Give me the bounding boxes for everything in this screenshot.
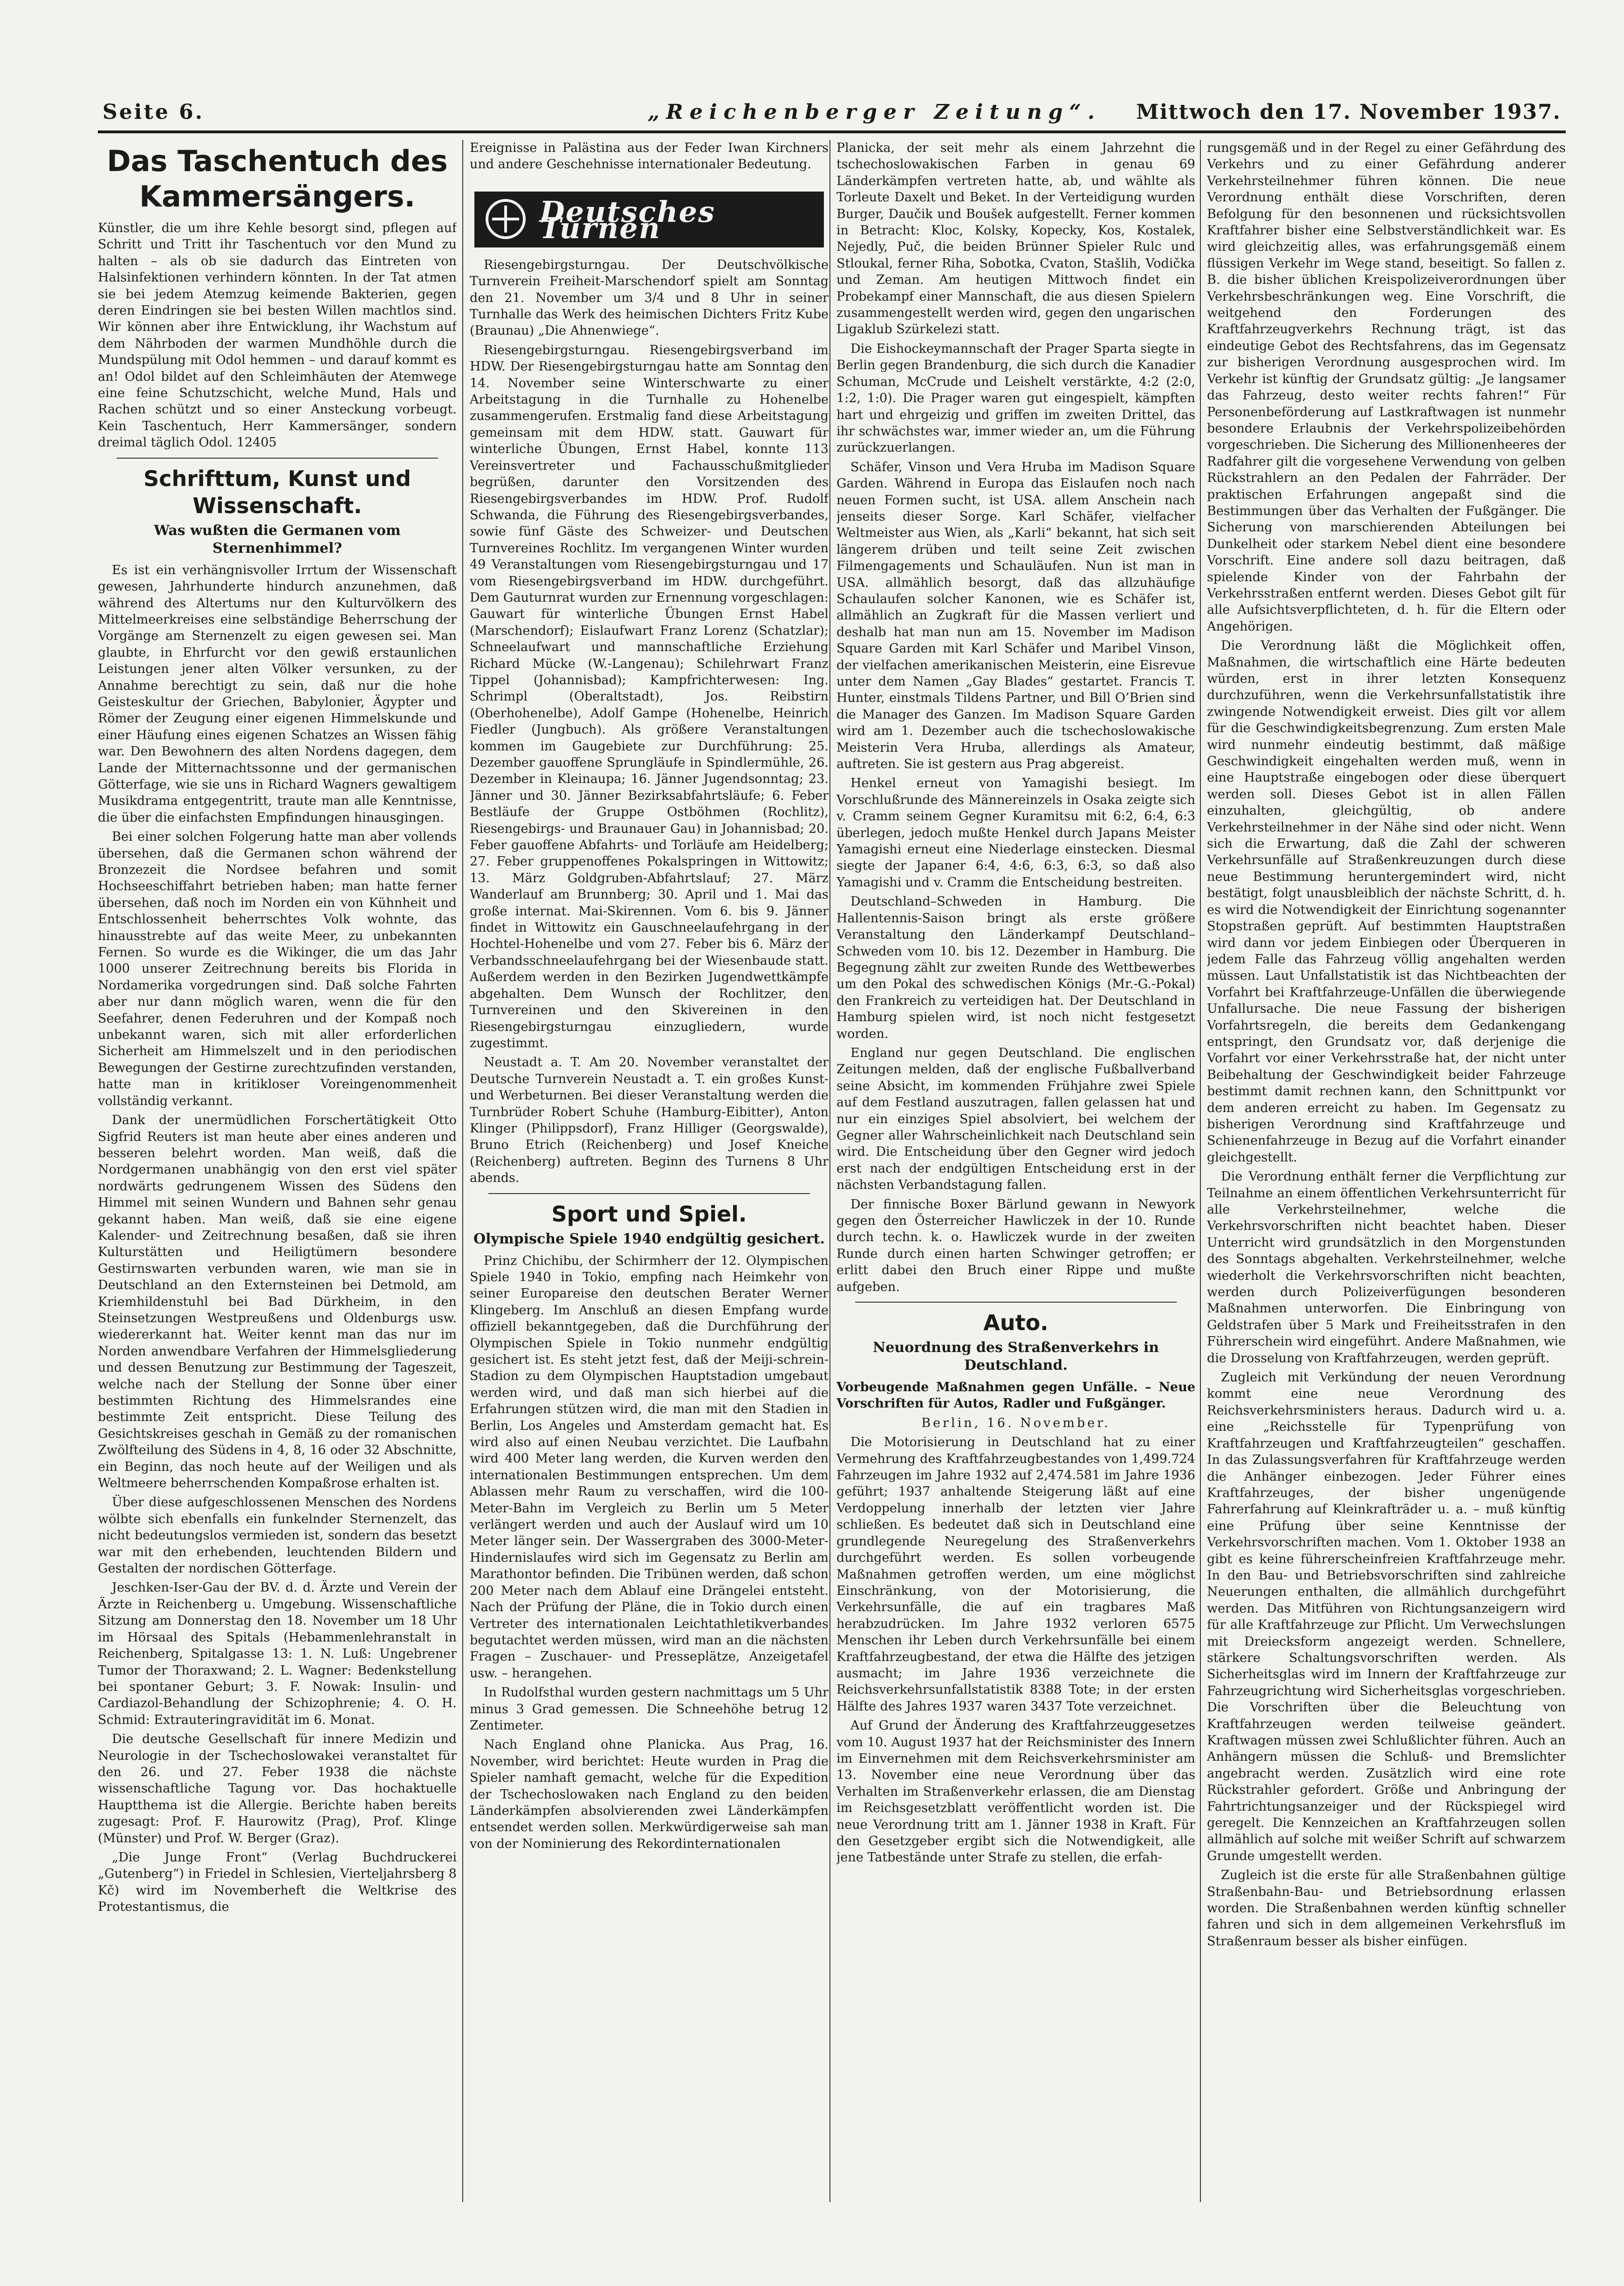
- article-paragraph: Zugleich ist die erste für alle Straßenbahnen gültige Straßenbahn-Bau- und Betriebsordnung erlassen worden. Die Straßenbahnen werden künftig schneller fahren und sich in dem allgemeinen Verkehrsfluß im Straßenraum besser als bisher einfügen.: [1207, 1868, 1566, 1949]
- section-title-culture: Schrifttum, Kunst und Wissenschaft.: [144, 466, 411, 518]
- column-4: [1207, 140, 1566, 2202]
- column-divider: [829, 140, 830, 2202]
- advertisement-title: Das Taschentuch des Kammersängers.: [107, 144, 448, 213]
- header-rule: [98, 130, 1566, 133]
- column-divider: [1200, 140, 1201, 2202]
- section-title-sport: Sport und Spiel.: [551, 1201, 747, 1227]
- article-paragraph: Die Eishockeymannschaft der Prager Sparta siegte in Berlin gegen Brandenburg, die sich durch die Kanadier Schuman, McCrude und Leishelt verstärkte, 4:2 (2:0, 1:2, 1:0). Die Prager waren gut eingespielt, kämpften hart und ehrgeizig und griffen im zweiten Drittel, das ihr schwächstes war, immer wieder an, um die Führung zurückzuerlangen.: [836, 341, 1195, 455]
- article-subtitle: Vorbeugende Maßnahmen gegen Unfälle. – Neue Vorschriften für Autos, Radler und Fußgänger.: [836, 1380, 1195, 1411]
- article-paragraph: Planicka, der seit mehr als einem Jahrzehnt die tschechoslowakischen Farben in genau 69 Länderkämpfen vertreten hatte, ab, und wählte als Torleute Daxelt und Beket. In der Verteidigung wurden Burger, Daučik und Boušek aufgestellt. Ferner kommen in Betracht: Kloc, Kolsky, Kopecky, Kos, Kostalek, Nejedly, Puč, die beiden Brünner Spieler Rulc und Stloukal, ferner Riha, Sobotka, Cvaton, Stašlih, Vodička und Zeman. Am heutigen Mittwoch findet ein Probekampf einer Mannschaft, die aus diesen Spielern zusammengestellt werden wird, gegen den ungarischen Ligaklub Szürkelezi statt.: [836, 141, 1195, 337]
- article-paragraph: England nur gegen Deutschland. Die englischen Zeitungen melden, daß der englische Fußballverband seine Absicht, im kommenden Frühjahre zwei Spiele auf dem Festland auszutragen, fallen gelassen hat und nur ein einziges Spiel absolviert, bei welchem der Gegner aller Wahrscheinlichkeit nach Deutschland sein wird. Die Entscheidung über den Gegner wird jedoch erst nach der endgültigen Entscheidung erst in der nächsten Verbandstagung fallen.: [836, 1045, 1195, 1193]
- section-banner-turnen: [474, 192, 824, 247]
- article-paragraph: Der finnische Boxer Bärlund gewann in Newyork gegen den Österreicher Hawliczek in der 10. Runde durch techn. k. o. Hawliczek wurde in der zweiten Runde durch einen harten Schwinger getroffen; er erlitt dabei den Bruch einer Rippe und mußte aufgeben.: [836, 1197, 1195, 1294]
- article-paragraph: Es ist ein verhängnisvoller Irrtum der Wissenschaft gewesen, Jahrhunderte hindurch anzunehmen, daß während des Altertums nur den Kulturvölkern des Mittelmeerkreises eine selbständige Beherrschung der Vorgänge am Sternenzelt zu eigen gewesen sei. Man glaubte, in Ehrfurcht vor den gewiß erstaunlichen Leistungen jener alten Völker versunken, zu der Annahme berechtigt zu sein, daß nur die hohe Geisteskultur der Griechen, Babylonier, Ägypter und Römer der Zeugung einer eigenen Himmelskunde und einer Häufung eines eigenen Schatzes an Wissen fähig war. Den Bewohnern des alten Nordens dagegen, dem Lande der Mitternachtssonne und der germanischen Götterfage, wie sie uns in Richard Wagners gewaltigem Musikdrama entgegentritt, traute man alle Kenntnisse, die über die einfachsten Empfindungen hinausgingen.: [98, 563, 457, 825]
- article-paragraph: Die Verordnung läßt die Möglichkeit offen, Maßnahmen, die wirtschaftlich eine Härte bedeuten würden, erst in ihrer letzten Konsequenz durchzuführen, wenn die Verkehrsunfallstatistik ihre zwingende Notwendigkeit erweist. Dies gilt vor allem für die Geschwindigkeitsbegrenzung. Zum ersten Male wird nunmehr eindeutig bestimmt, daß mäßige Geschwindigkeit eingehalten werden muß, wenn in eine Hauptstraße eingebogen oder diese überquert werden soll. Dieses Gebot ist in allen Fällen einzuhalten, gleichgültig, ob andere Verkehrsteilnehmer in der Nähe sind oder nicht. Wenn sich die Erwartung, daß die Zahl der schweren Verkehrsunfälle auf Straßenkreuzungen durch diese neue Bestimmung heruntergemindert wird, nicht bestätigt, folgt unausbleiblich der nächste Schritt, d. h. es wird die Notwendigkeit der Einrichtung sogenannter Stopstraßen geprüft. Auf bestimmten Hauptstraßen wird dann vor jedem Einbiegen oder Überqueren in jedem Falle das Fahrzeug völlig angehalten werden müssen. Laut Unfallstatistik ist das Nichtbeachten der Vorfahrt bei Kraftfahrzeuge-Unfällen die überwiegende Unfallursache. Die neue Fassung der bisherigen Vorfahrtsregeln, die bereits dem Gedankengang entspringt, den Grundsatz vor, daß derjenige die Vorfahrt vor einer Verkehrsstraße hat, der nicht unter Beibehaltung der Geschwindigkeit beider Fahrzeuge bestimmt damit rechnen kann, den Schnittpunkt vor dem anderen erreicht zu haben. Im Gegensatz zu bisherigen Verordnung sind Kraftfahrzeuge und Schienenfahrzeuge in Bezug auf die Vorfahrt einander gleichgestellt.: [1207, 638, 1566, 1165]
- article-paragraph: Riesengebirgsturngau. Riesengebirgsverband im HDW. Der Riesengebirgsturngau hatte am Sonntag den 14. November seine Winterschwarte zu einer Arbeitstagung in die Turnhalle zu Hohenelbe zusammengerufen. Erstmalig fand diese Arbeitstagung gemeinsam mit dem HDW. statt. Gauwart für winterliche Übungen, Ernst Habel, konnte 113 Vereinsvertreter und Fachausschußmitglieder begrüßen, darunter den Vorsitzenden des Riesengebirgsverbandes im HDW. Prof. Rudolf Schwanda, die Führung des Riesengebirgsverbandes, sowie fünf Gäste des Schweizer- und Deutschen Turnvereines Rochlitz. Im vergangenen Winter wurden 49 Veranstaltungen vom Riesengebirgsturngau und 17 vom Riesengebirgsverband im HDW. durchgeführt. Dem Gauturnrat wurden zur Ernennung vorgeschlagen: Gauwart für winterliche Übungen Ernst Habel (Marschendorf); Eislaufwart Franz Lorenz (Schatzlar); Schneelaufwart und mannschaftliche Erziehung Richard Mücke (W.-Langenau); Schilehrwart Franz Tippel (Johannisbad); Kampfrichterwesen: Ing. Schrimpl (Oberaltstadt), Jos. Reibstirn (Oberhohenelbe), Adolf Gampe (Hohenelbe, Heinrich Fiedler (Jungbuch). Als größere Veranstaltungen kommen im Gaugebiete zur Durchführung: 25. Dezember gauoffene Sprungläufe in Spindlermühle, 26. Dezember in Kleinaupa; 16. Jänner Jugendsonntag; 23. Jänner und 30. Jänner Bezirksabfahrtsläufe; 6. Feber Bestläufe der Gruppe Ostböhmen (Rochlitz), Riesengebirgs- und Braunauer Gau) in Johannisbad; 20. Feber gauoffene Abfahrts- und Torläufe am Heidelberg; 27. Feber gruppenoffenes Pokalspringen in Wittowitz; 13. März Goldgruben-Abfahrtslauf; 27. März Wanderlauf am Brunnberg; 30. April und 1. Mai das große internat. Mai-Skirennen. Vom 6. bis 9. Jänner findet in Wittowitz ein Gauschneelaufehrgang in der Hochtel-Hohenelbe und vom 27. Feber bis 6. März der Verbandsschneelaufehrgang bei der Wiesenbaude statt. Außerdem werden in den Bezirken Jugendwettkämpfe abgehalten. Dem Wunsch der Rochlitzer, den Turnvereinen und den Skivereinen in den Riesengebirgsturngau einzugliedern, wurde zugestimmt.: [470, 343, 829, 1050]
- article-title: Olympische Spiele 1940 endgültig gesichert.: [473, 1230, 825, 1247]
- article-paragraph: Neustadt a. T. Am 20. November veranstaltet der Deutsche Turnverein Neustadt a. T. ein großes Kunst- und Werbeturnen. Bei dieser Veranstaltung werden die Turnbrüder Robert Schuhe (Hamburg-Eibitter), Anton Klinger (Philippsdorf), Franz Hilliger (Georgswalde), Bruno Etrich (Reichenberg) und Josef Kneiche (Reichenberg) auftreten. Beginn des Turnens 8 Uhr abends.: [470, 1055, 829, 1186]
- article-paragraph: Auf Grund der Änderung des Kraftfahrzeuggesetzes vom 10. August 1937 hat der Reichsminister des Innern im Einvernehmen mit dem Reichsverkehrsminister am 13. November eine neue Verordnung über das Verhalten im Straßenverkehr erlassen, die am Dienstag im Reichsgesetzblatt veröffentlicht worden ist. Die neue Verordnung tritt am 1. Jänner 1938 in Kraft. Für den Gesetzgeber ergibt sich die Notwendigkeit, alle jene Tatbestände unter Strafe zu stellen, die erfah-: [836, 1718, 1195, 1865]
- notice-paragraph: „Die Junge Front“ (Verlag Buchdruckerei „Gutenberg“) in Friedel in Schlesien, Vierteljahrsberg 8 Kč) wird im Novemberheft die Weltkrise des Protestantismus, die: [98, 1850, 457, 1915]
- advertisement-text: Künstler, die um ihre Kehle besorgt sind, pflegen auf Schritt und Tritt ihr Taschentuch vor den Mund zu halten – als ob sie dadurch das Eintreten von Halsinfektionen verhindern könnten. In der Tat atmen sie bei jedem Atemzug keimende Bakterien, gegen deren Eindringen sie bei besten Willen machtlos sind. Wir können aber ihre Entwicklung, ihr Wachstum auf dem Nährboden der warmen Mundhöhle durch die Mundspülung mit Odol hemmen – und darauf kommt es an! Odol bildet auf den Schleimhäuten der Atemwege eine feine Schutzschicht, welche Mund, Hals und Rachen schützt und so einer Ansteckung vorbeugt. Kein Taschentuch, Herr Kammersänger, sondern dreimal täglich Odol. 12405: [98, 221, 457, 450]
- article-paragraph: Über diese aufgeschlossenen Menschen des Nordens wölbte sich ebenfalls ein funkelnder Sternenzelt, das nicht bedeutungslos vermieden ist, sondern das besetzt war mit den erhebenden, leuchtenden Bildern und Gestalten der nordischen Götterfage.: [98, 1495, 457, 1576]
- article-paragraph: Schäfer, Vinson und Vera Hruba im Madison Square Garden. Während in Europa das Eislaufen noch nach neuen Formen sucht, ist USA. allem Anschein nach jenseits dieser Sorge. Karl Schäfer, vielfacher Weltmeister aus Wien, als „Karli“ bekannt, hat sich seit längerem drüben und teilt seine Zeit zwischen Filmengagements und Schauläufen. Nun ist man in USA. allmählich besorgt, daß das allzuhäufige Schaulaufen solcher Kanonen, wie es Schäfer ist, allmählich an Zugkraft für die Massen verliert und deshalb hat man nun am 15. November im Madison Square Garden mit Karl Schäfer und Maribel Vinson, der vielfachen amerikanischen Meisterin, eine Eisrevue unter dem Namen „Gay Blades“ gestartet. Francis T. Hunter, einstmals Tildens Partner, und Bill O’Brien sind die Manager des Ganzen. Im Madison Square Garden wird am 1. Dezember auch die tschechoslowakische Meisterin Vera Hruba, allerdings als Amateur, auftreten. Sie ist gestern aus Prag abgereist.: [836, 460, 1195, 772]
- notice-paragraph: Jeschken-Iser-Gau der BV. d. d. Ärzte und Verein der Ärzte in Reichenberg u. Umgebung. Wissenschaftliche Sitzung am Donnerstag den 18. November um 18 Uhr im Hörsaal des Spitals (Hebammenlehranstalt in Reichenberg, Spitalgasse 13: 1. N. Luß: Ungebrener Tumor der Thoraxwand; 2. L. Wagner: Bedenkstellung bei spontaner Geburt; 3. F. Nowak: Insulin- und Cardiazol-Behandlung der Schizophrenie; 4. O. H. Schmid: Extrauteringravidität im 6. Monat.: [98, 1580, 457, 1727]
- turner-cross-icon: [486, 199, 526, 239]
- section-title-auto: Auto.: [983, 1310, 1048, 1336]
- article-paragraph: Dank der unermüdlichen Forschertätigkeit Otto Sigfrid Reuters ist man heute aber eines anderen und besseren belehrt worden. Man weiß, daß die Nordgermanen unabhängig von den erst viel später nordwärts gedrungenem Wissen des Südens den Himmel mit seinen Wundern und Bahnen sehr genau gekannt haben. Man weiß, daß sie eine eigene Kalender- und Zeitrechnung besaßen, daß sie ihren Kulturstätten und Heiligtümern besondere Gestirnswarten verbunden waren, wie man sie in Deutschland an den Externsteinen bei Detmold, am Kriemhildenstuhl bei Bad Dürkheim, in den Steinsetzungen Westpreußens und Oldenburgs usw. wiedererkannt hat. Weiter kennt man das nur im Norden anwendbare Verfahren der Himmelsgliederung und dessen Benutzung zur Bestimmung der Tageszeit, welche nach der Stellung der Sonne über einer bestimmten Richtung des Himmelsrandes eine bestimmte Zeit entspricht. Diese Teilung des Gesichtskreises geschah in Gemäß zu der romanischen Zwölfteilung des Südens in 4, 8, 16 oder 32 Abschnitte, ein Beginn, das noch heute auf der Weiligen und als Weltmeere beherrschenden Kompaßrose erhalten ist.: [98, 1113, 457, 1491]
- divider-line: [855, 1302, 1177, 1303]
- article-paragraph: Riesengebirgsturngau. Der Deutschvölkische Turnverein Freiheit-Marschendorf spielt am Sonntag den 21. November um 3/4 und 8 Uhr in seiner Turnhalle das Werk des heimischen Dichters Fritz Kube (Braunau) „Die Ahnenwiege“.: [470, 257, 829, 338]
- article-paragraph: Die Motorisierung in Deutschland hat zu einer Vermehrung des Kraftfahrzeugbestandes von 1,499.724 Fahrzeugen im Jahre 1932 auf 2,474.581 im Jahre 1936 geführt; 1937 anhaltende Steigerung läßt auf eine Verdoppelung innerhalb der letzten vier Jahre schließen. Es bedeutet daß sich in Deutschland eine grundlegende Neuregelung des Straßenverkehrs durchgeführt werden. Es sollen vorbeugende Maßnahmen getroffen werden, um eine möglichst Einschränkung, von der Motorisierung, die Verkehrsunfälle, die auf ein tragbares Maß herabzudrücken. Im Jahre 1932 verloren 6575 Menschen ihr Leben durch Verkehrsunfälle bei einem Kraftfahrzeugbestand, der etwa die Hälfte des jetzigen ausmacht; im Jahre 1936 verzeichnete die Reichsverkehrsunfallstatistik 8388 Tote; in der ersten Hälfte des Jahres 1937 waren 3437 Tote verzeichnet.: [836, 1435, 1195, 1714]
- column-2: [470, 140, 829, 2202]
- article-paragraph: Prinz Chichibu, der Schirmherr der 12. Olympischen Spiele 1940 in Tokio, empfing nach Heimkehr von seiner Europareise den deutschen Berater Werner Klingeberg. Im Anschluß an diesen Empfang wurde offiziell bekanntgegeben, daß die Durchführung der Olympischen Spiele in Tokio nunmehr endgültig gesichert ist. Es steht jetzt fest, daß der Meiji-schrein-Stadion zu dem Olympischen Hauptstadion umgebaut werden wird, und daß man sich hierbei auf die Erfahrungen stützen wird, die man mit den Stadien in Berlin, Los Angeles und Amsterdam gemacht hat. Es wird also auf einen Neubau verzichtet. Die Laufbahn wird 400 Meter lang werden, die Kurven werden den internationalen Bestimmungen entsprechen. Um dem Ablassen mehr Raum zu verschaffen, wird die 100-Meter-Bahn im Vergleich zu Berlin um 5 Meter verlängert werden und auch der Auslauf wird um 10 Meter länger sein. Der Wassergraben des 3000-Meter-Hindernislaufes wird sich im Gegensatz zu Berlin am Marathontor befinden. Die Tribünen werden, daß schon 200 Meter nach dem Ablauf eine Drängelei entsteht. Nach der Prüfung der Pläne, die in Tokio durch einen Vertreter des internationalen Leichtathletikverbandes begutachtet werden müssen, wird man an die nächsten Fragen – Zuschauer- und Presseplätze, Anzeigetafel usw. – herangehen.: [470, 1253, 829, 1681]
- article-paragraph: Bei einer solchen Folgerung hatte man aber vollends übersehen, daß die Germanen schon während der Bronzezeit die Nordsee befahren und somit Hochseeschiffahrt betrieben haben; man hatte ferner übersehen, daß noch im Norden ein von Kühnheit und Entschlossenheit beherrschtes Volk wohnte, das hinausstrebte auf das weite Meer, zu unbekannten Fernen. So wurde es die Wikinger, die um das Jahr 1000 unserer Zeitrechnung bereits bis Florida in Nordamerika vorgedrungen sind. Daß solche Fahrten aber nur dann möglich waren, wenn die für den Seefahrer, denen Federuhren und der Kompaß noch unbekannt waren, sich mit aller erforderlichen Sicherheit am Himmelszelt und in den periodischen Bewegungen der Gestirne zurechtzufinden verstanden, hatte man in kritikloser Voreingenommenheit vollständig verkannt.: [98, 830, 457, 1108]
- page-number: Seite 6.: [103, 100, 205, 124]
- column-3: [836, 140, 1195, 2202]
- article-paragraph: Nach England ohne Planicka. Aus Prag, 16. November, wird berichtet: Heute wurden in Prag die Spieler namhaft gemacht, welche für die Expedition der Tschechoslowaken nach England zu den beiden Länderkämpfen absolvierenden zwei Länderkämpfen entsendet werden sollen. Merkwürdigerweise sah man von der Nominierung des Rekordinternationalen: [470, 1737, 829, 1851]
- dateline: Berlin, 16. November.: [921, 1415, 1110, 1430]
- article-paragraph: In Rudolfsthal wurden gestern nachmittags um 5 Uhr minus 3 Grad gemessen. Die Schneehöhe betrug 12 Zentimeter.: [470, 1685, 829, 1733]
- divider-line: [116, 458, 438, 459]
- column-1: [98, 140, 457, 2202]
- article-paragraph: Henkel erneut von Yamagishi besiegt. Im Vorschlußrunde des Männereinzels in Osaka zeigte sich v. Cramm seinem Gegner Kuramitsu mit 6:2, 6:4, 6:3 überlegen, jedoch mußte Henkel durch Japans Meister Yamagishi erneut eine Niederlage einstecken. Diesmal siegte der Japaner 6:4, 4:6, 6:3, 6:3, so daß also Yamagishi und v. Cramm die Entscheidung bestreiten.: [836, 776, 1195, 890]
- column-divider: [462, 140, 463, 2202]
- article-title: Neuordnung des Straßenverkehrs in Deutschland.: [872, 1339, 1159, 1374]
- banner-label: Deutsches Turnen: [540, 194, 716, 246]
- article-title: Was wußten die Germanen vom Sternenhimmel?: [154, 522, 401, 556]
- newspaper-name: „Reichenberger Zeitung“.: [648, 100, 1102, 124]
- divider-line: [488, 1193, 810, 1194]
- article-paragraph: rungsgemäß und in der Regel zu einer Gefährdung des Verkehrs und zu einer Gefährdung anderer Verkehrsteilnehmer führen können. Die neue Verordnung enthält diese Vorschriften, deren Befolgung für den besonnenen und rücksichtsvollen Kraftfahrer bisher eine Selbstverständlichkeit war. Es wird gleichzeitig alles, was erfahrungsgemäß einem flüssigen Verkehr im Wege stand, beseitigt. So fallen z. B. die bisher üblichen Kreispolizeiverordnungen über Verkehrsbeschränkungen weg. Eine Vorschrift, die weitgehend den Forderungen des Kraftfahrzeugverkehrs Rechnung trägt, ist das eindeutige Gebot des Rechtsfahrens, das im Gegensatz zur bisherigen Verordnung ausgesprochen wird. Im Verkehr ist künftig der Grundsatz gültig: „Je langsamer das Fahrzeug, desto weiter rechts fahren!“ Für Personenbeförderung auf Lastkraftwagen ist nunmehr besondere Erlaubnis der Verkehrspolizeibehörden vorgeschrieben. Die Sicherung des Millionenheeres der Radfahrer gilt die vorgesehene Verwendung von gelben Rückstrahlern an den Pedalen der Fahrräder. Der praktischen Erfahrungen angepaßt sind die Bestimmungen über das Verhalten der Fußgänger. Die Sicherung von marschierenden Abteilungen bei Dunkelheit oder starkem Nebel dient eine besondere Vorschrift. Eine andere soll dazu beitragen, daß spielende Kinder von der Fahrbahn der Verkehrsstraßen entfernt werden. Dieses Gebot gilt für alle Aufsichtsverpflichteten, d. h. für die Eltern oder Angehörigen.: [1207, 141, 1566, 634]
- issue-date: Mittwoch den 17. November 1937.: [1136, 100, 1561, 124]
- article-paragraph: Zugleich mit Verkündung der neuen Verordnung kommt eine neue Verordnung des Reichsverkehrsministers heraus. Dadurch wird u. a. eine „Reichsstelle für Typenprüfung von Kraftfahrzeugen und Kraftfahrzeugteilen“ geschaffen. In das Zulassungsverfahren für Kraftfahrzeuge werden die Anhänger einbezogen. Jeder Führer eines Kraftfahrzeuges, der bisher ungenügende Fahrerfahrung auf Kleinkrafträder u. a. – muß künftig eine Prüfung über seine Kenntnisse der Verkehrsvorschriften machen. Vom 1. Oktober 1938 an gibt es keine führerscheinfreien Kraftfahrzeuge mehr. In den Bau- und Betriebsvorschriften sind zahlreiche Neuerungen enthalten, die allmählich durchgeführt werden. Das Mitführen von Richtungsanzeigern wird für alle Kraftfahrzeuge zur Pflicht. Um Verwechslungen mit Dreiecksform angezeigt werden. Schnellere, stärkere Schaltungsvorschriften werden. Als Sicherheitsglas wird im Innern der Kraftfahrzeuge zur Fahrzeugrichtung wird Sicherheitsglas vorgeschrieben. Die Vorschriften über die Beleuchtung von Kraftfahrzeugen werden teilweise geändert. Kraftwagen müssen zwei Schlußlichter führen. Auch an Anhängern müssen die Schluß- und Bremslichter angebracht werden. Zusätzlich wird eine rote Rückstrahler gefordert. Größe und Anbringung der Fahrtrichtungsanzeiger und der Rückspiegel wird geregelt. Die Kennzeichen an Kraftfahrzeugen sollen allmählich auf solche mit weißer Schrift auf schwarzem Grunde umgestellt werden.: [1207, 1370, 1566, 1863]
- article-paragraph: Ereignisse in Palästina aus der Feder Iwan Kirchners und andere Geschehnisse internationaler Bedeutung.: [470, 141, 829, 172]
- page-header: [98, 96, 1566, 128]
- article-paragraph: Deutschland–Schweden in Hamburg. Die Hallentennis-Saison bringt als erste größere Veranstaltung den Länderkampf Deutschland–Schweden vom 10. bis 12. Dezember in Hamburg. Die Begegnung zählt zur zweiten Runde des Wettbewerbes um den Pokal des schwedischen Königs (Mr.-G.-Pokal) den Frankreich zu verteidigen hat. Der Deutschland in Hamburg spielen wird, ist noch nicht festgesetzt worden.: [836, 894, 1195, 1041]
- article-paragraph: Die Verordnung enthält ferner die Verpflichtung zur Teilnahme an einem öffentlichen Verkehrsunterricht für alle Verkehrsteilnehmer, welche die Verkehrsvorschriften nicht beachtet haben. Dieser Unterricht wird grundsätzlich in den Morgenstunden des Sonntags abgehalten. Verkehrsteilnehmer, welche wiederholt die Verkehrsvorschriften nicht beachten, werden durch Polizeiverfügungen besonderen Maßnahmen unterworfen. Die Einbringung von Geldstrafen über 5 Mark und Freiheitsstrafen in den Führerschein wird eingeführt. Andere Maßnahmen, wie die Drosselung von Kraftfahrzeugen, werden geprüft.: [1207, 1169, 1566, 1366]
- notice-paragraph: Die deutsche Gesellschaft für innere Medizin und Neurologie in der Tschechoslowakei veranstaltet für den 26. und 27. Feber 1938 die nächste wissenschaftliche Tagung vor. Das hochaktuelle Hauptthema ist die Allergie. Berichte haben bereits zugesagt: Prof. F. Haurowitz (Prag), Prof. Klinge (Münster) und Prof. W. Berger (Graz).: [98, 1732, 457, 1846]
